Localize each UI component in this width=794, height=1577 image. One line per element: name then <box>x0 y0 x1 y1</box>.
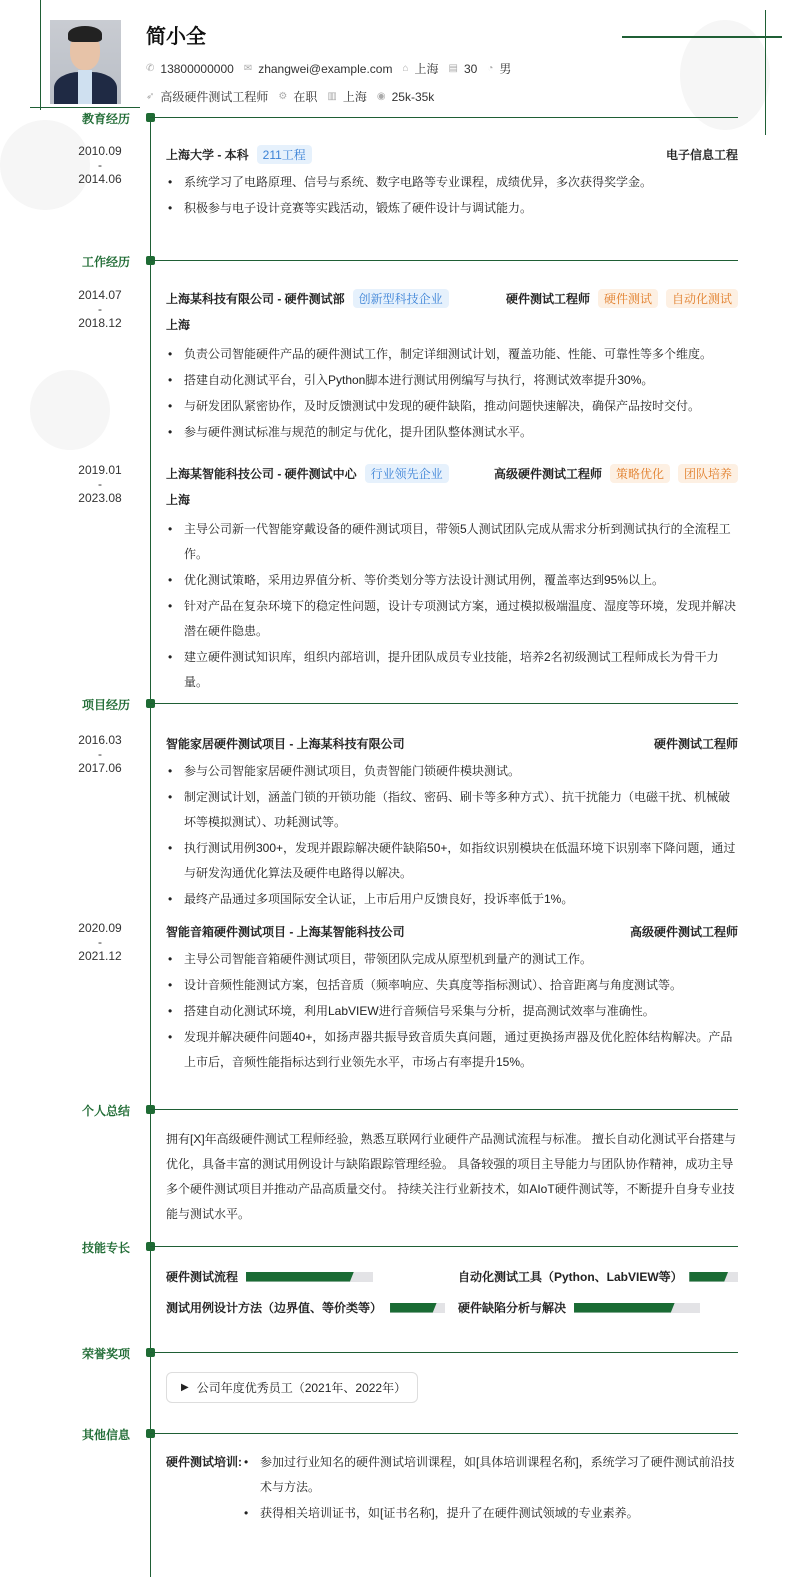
mail-icon: ✉ <box>243 63 253 74</box>
skill-bar-fill <box>574 1303 675 1313</box>
decor-line <box>765 10 766 135</box>
other-label: 硬件测试培训: <box>166 1455 242 1469</box>
home-icon: ⌂ <box>402 63 409 74</box>
divider <box>150 703 738 704</box>
company: 上海某智能科技公司 - 硬件测试中心 <box>166 466 357 481</box>
section-title: 个人总结 <box>81 1104 130 1118</box>
section-title: 其他信息 <box>81 1428 130 1442</box>
skill-bar <box>574 1303 700 1313</box>
major: 电子信息工程 <box>665 147 738 162</box>
list-item: • 系统学习了电路原理、信号与系统、数字电路等专业课程，成绩优异，多次获得奖学金。 <box>166 170 738 195</box>
gender: 男 <box>499 62 512 76</box>
email: zhangwei@example.com <box>258 61 393 76</box>
divider <box>150 1109 738 1110</box>
list-item: • 建立硬件测试知识库，组织内部培训，提升团队成员专业技能，培养2名初级测试工程师成长为骨干力量。 <box>166 645 738 695</box>
position: 高级硬件测试工程师 <box>160 90 269 104</box>
tag: 211工程 <box>257 145 312 164</box>
list-item: • 搭建自动化测试平台，引入Python脚本进行测试用例编写与执行，将测试效率提升30%。 <box>166 368 738 393</box>
section-title: 荣誉奖项 <box>81 1347 130 1361</box>
decor-circle <box>30 370 110 450</box>
skill-bar <box>246 1272 373 1282</box>
caret-right-icon: ▶ <box>181 1382 189 1393</box>
divider <box>150 1246 738 1247</box>
tag: 行业领先企业 <box>365 464 449 483</box>
award-toggle[interactable] <box>166 1372 418 1403</box>
award-item: 公司年度优秀员工（2021年、2022年） <box>196 1381 407 1395</box>
date-range: 2014.07 - 2018.12 <box>78 288 122 330</box>
age-icon: ▤ <box>448 63 458 74</box>
role: 高级硬件测试工程师 <box>493 466 602 481</box>
section-title: 工作经历 <box>81 255 130 269</box>
list-item: • 参与硬件测试标准与规范的制定与优化，提升团队整体测试水平。 <box>166 420 738 445</box>
skill-bar-fill <box>689 1272 728 1282</box>
tag: 创新型科技企业 <box>353 289 449 308</box>
school: 上海大学 - 本科 <box>166 147 249 162</box>
company: 上海某科技有限公司 - 硬件测试部 <box>166 291 345 306</box>
phone: 13800000000 <box>160 61 234 76</box>
candidate-name: 简小全 <box>146 26 206 48</box>
list-item: • 设计音频性能测试方案，包括音质（频率响应、失真度等指标测试）、拾音距离与角度测试等。 <box>166 973 738 998</box>
skill-item: 自动化测试工具（Python、LabVIEW等） <box>458 1268 738 1285</box>
list-item: • 获得相关培训证书，如[证书名称]，提升了在硬件测试领域的专业素养。 <box>242 1501 738 1526</box>
list-item: • 与研发团队紧密协作，及时反馈测试中发现的硬件缺陷，推动问题快速解决，确保产品按时交付。 <box>166 394 738 419</box>
list-item: • 积极参与电子设计竞赛等实践活动，锻炼了硬件设计与调试能力。 <box>166 196 738 221</box>
tag: 自动化测试 <box>666 289 738 308</box>
section-title: 教育经历 <box>81 112 130 126</box>
list-item: • 发现并解决硬件问题40+，如扬声器共振导致音质失真问题，通过更换扬声器及优化腔体结构解决。产品上市后，音频性能指标达到行业领先水平，市场占有率提升15%。 <box>166 1025 738 1075</box>
date-range: 2016.03 - 2017.06 <box>78 733 122 775</box>
gender-icon: ◔ <box>487 63 494 74</box>
city: 上海 <box>166 318 191 332</box>
target-city: 上海 <box>342 90 367 104</box>
list-item: • 参加过行业知名的硬件测试培训课程，如[具体培训课程名称]，系统学习了硬件测试前沿技术与方法。 <box>242 1450 738 1500</box>
job-row <box>146 88 434 105</box>
divider <box>150 1433 738 1434</box>
divider <box>150 117 738 118</box>
divider <box>150 1352 738 1353</box>
list-item: • 最终产品通过多项国际安全认证，上市后用户反馈良好，投诉率低于1%。 <box>166 887 738 912</box>
divider <box>150 260 738 261</box>
tag: 策略优化 <box>610 464 670 483</box>
list-item: • 负责公司智能硬件产品的硬件测试工作，制定详细测试计划，覆盖功能、性能、可靠性等多个维度。 <box>166 342 738 367</box>
role: 硬件测试工程师 <box>505 291 590 306</box>
section-title: 技能专长 <box>81 1241 130 1255</box>
section-title: 项目经历 <box>81 698 130 712</box>
project-name: 智能家居硬件测试项目 - 上海某科技有限公司 <box>166 736 405 751</box>
role: 硬件测试工程师 <box>653 736 738 751</box>
age: 30 <box>463 61 478 76</box>
skill-bar-fill <box>390 1303 437 1313</box>
location: 上海 <box>414 62 439 76</box>
summary-text: 拥有[X]年高级硬件测试工程师经验，熟悉互联网行业硬件产品测试流程与标准。 擅长自动化测试平台搭建与优化，具备丰富的测试用例设计与缺陷跟踪管理经验。 具备较强的项目主导能力与团队协作精神，成功主导多个硬件测试项目并推动产品高质量交付。 持续关注行业新技术，如AIoT硬件测试等，不断提升自身专业技能与测试水平。 <box>166 1132 737 1221</box>
status: 在职 <box>293 90 318 104</box>
list-item: • 主导公司新一代智能穿戴设备的硬件测试项目，带领5人测试团队完成从需求分析到测试执行的全流程工作。 <box>166 517 738 567</box>
skill-item: 测试用例设计方法（边界值、等价类等） <box>166 1299 458 1316</box>
skill-bar-fill <box>246 1272 354 1282</box>
list-item: • 针对产品在复杂环境下的稳定性问题，设计专项测试方案，通过模拟极端温度、湿度等环境，发现并解决潜在硬件隐患。 <box>166 594 738 644</box>
timeline-line <box>150 117 151 1577</box>
list-item: • 搭建自动化测试环境，利用LabVIEW进行音频信号采集与分析，提高测试效率与准确性。 <box>166 999 738 1024</box>
list-item: • 制定测试计划，涵盖门锁的开锁功能（指纹、密码、刷卡等多种方式）、抗干扰能力（电磁干扰、机械破坏等模拟测试）、功耗测试等。 <box>166 785 738 835</box>
resume-header <box>50 20 750 110</box>
project-name: 智能音箱硬件测试项目 - 上海某智能科技公司 <box>166 924 405 939</box>
role: 高级硬件测试工程师 <box>629 924 738 939</box>
tag: 团队培养 <box>678 464 738 483</box>
skill-bar <box>689 1272 738 1282</box>
list-item: • 主导公司智能音箱硬件测试项目，带领团队完成从原型机到量产的测试工作。 <box>166 947 738 972</box>
avatar <box>50 20 121 104</box>
salary-icon: ◉ <box>376 91 386 102</box>
skill-item: 硬件测试流程 <box>166 1268 458 1285</box>
list-item: • 优化测试策略，采用边界值分析、等价类划分等方法设计测试用例，覆盖率达到95%以上。 <box>166 568 738 593</box>
date-range: 2019.01 - 2023.08 <box>78 463 122 505</box>
skill-bar <box>390 1303 445 1313</box>
send-icon: ➶ <box>146 91 155 102</box>
list-item: • 执行测试用例300+，发现并跟踪解决硬件缺陷50+，如指纹识别模块在低温环境下识别率下降问题，通过与研发沟通优化算法及硬件电路得以解决。 <box>166 836 738 886</box>
tag: 硬件测试 <box>598 289 658 308</box>
skill-item: 硬件缺陷分析与解决 <box>458 1299 738 1316</box>
status-icon: ⚙ <box>278 91 288 102</box>
list-item: • 参与公司智能家居硬件测试项目，负责智能门锁硬件模块测试。 <box>166 759 738 784</box>
decor-line <box>40 0 41 110</box>
salary: 25k-35k <box>391 89 435 104</box>
building-icon: ▥ <box>327 91 337 102</box>
date-range: 2020.09 - 2021.12 <box>78 921 122 963</box>
contact-row <box>146 60 511 77</box>
date-range: 2010.09 - 2014.06 <box>78 144 122 186</box>
phone-icon: ✆ <box>146 63 155 74</box>
city: 上海 <box>166 493 191 507</box>
